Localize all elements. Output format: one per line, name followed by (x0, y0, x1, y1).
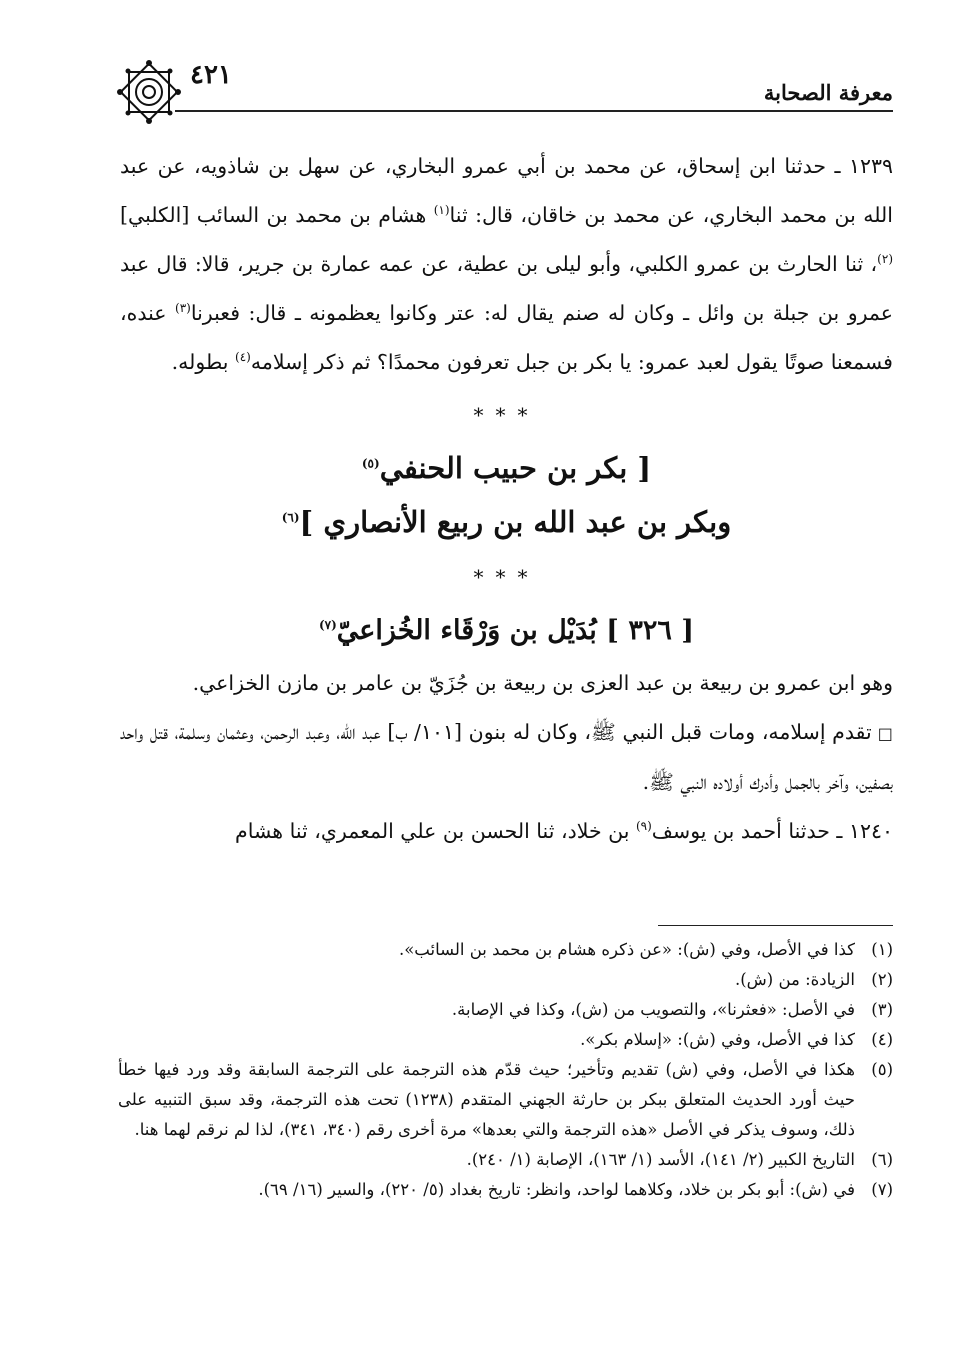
octagram-ornament-icon (115, 58, 183, 126)
square-marker-icon: □ (877, 724, 893, 743)
footnote-5 (118, 1055, 893, 1145)
footnote-text: كذا في الأصل، وفي (ش): «إسلام بكر». (580, 1030, 855, 1049)
footnote-text: هكذا في الأصل، وفي (ش) تقديم وتأخير؛ حيث قدّم هذه الترجمة على الترجمة السابقة وقد ورد فيها خطأ حيث أورد الحديث المتعلق ببكر بن حارثة الجهني المتقدم (١٢٣٨) تحت هذه الترجمة، وقد سبق التنبيه على ذلك، وسوف يذكر في الأصل «هذه الترجمة والتي بعدها» مرة أخرى رقم (٣٤٠، ٣٤١)، لذا لم نرقم لهما هنا. (118, 1060, 855, 1139)
hadith-1239-text-d: عنده، فسمعنا صوتًا يقول لعبد عمرو: يا بكر بن جبل تعرفون محمدًا؟ ثم ذكر إسلامه (120, 301, 893, 374)
section-heading-line-2 (120, 495, 893, 549)
footnote-ref-5: (٥) (361, 456, 380, 471)
footnote-ref-1: (١) (433, 203, 450, 218)
header-rule (175, 110, 893, 112)
hadith-1239-text: ١٢٣٩ ـ حدثنا ابن إسحاق، عن محمد بن أبي عمرو البخاري، عن سهل بن شاذويه، عن عبد الله بن محمد البخاري، عن محمد بن خاقان، قال: ثنا (120, 154, 893, 227)
footnote-ref-2: (٢) (877, 252, 893, 267)
footnote-ref-7: (٧) (318, 618, 337, 632)
hadith-1239-text-e: بطوله. (171, 350, 236, 374)
footnote-text: في (ش): أبو بكر بن خلاد، وكلاهما لواحد، وانظر: تاريخ بغداد (٥/ ٢٢٠)، والسير (١٦/ ٦٩). (258, 1180, 855, 1199)
footnote-7 (118, 1175, 893, 1205)
heading-2-text: وبكر بن عبد الله بن ربيع الأنصاري ] (299, 505, 732, 539)
entry-heading (120, 603, 893, 659)
footnote-ref-9: (٩) (635, 819, 652, 834)
footnote-text: في الأصل: «فعثرنا»، والتصويب من (ش)، وكذا في الإصابة. (451, 1000, 855, 1019)
entry-heading-text: [ ٣٢٦ ] بُدَيْل بن وَرْقَاء الخُزاعيّ (336, 615, 695, 646)
footnote-text: التاريخ الكبير (٢/ ١٤١)، الأسد (١/ ١٦٣)، الإصابة (١/ ٢٤٠). (466, 1150, 855, 1169)
footnote-6 (118, 1145, 893, 1175)
footnote-3 (118, 995, 893, 1025)
footnotes (118, 935, 893, 1205)
page-header (115, 58, 893, 108)
footnote-ref-4: (٤) (235, 350, 251, 365)
lineage-paragraph: وهو ابن عمرو بن ربيعة بن عبد العزى بن ربيعة بن جُزَيّ بن عامر بن مازن الخزاعي. (192, 671, 893, 695)
separator-stars-2: *** (473, 565, 540, 589)
biography-text: تقدم إسلامه، ومات قبل النبي ﷺ، وكان له بنون [١٠١/ ب] عبد الله، وعبد الرحمن، وعثمان وسلمة، قتل واحد بصفين، وآخر بالجمل وأدرك أولاده النبي ﷺ. (120, 720, 893, 794)
footnote-4 (118, 1025, 893, 1055)
heading-1-text: [ بكر بن حبيب الحنفي (379, 451, 652, 485)
footnote-text: الزيادة: من (ش). (734, 970, 855, 989)
separator-stars: *** (473, 403, 540, 427)
footnote-number: (٢) (871, 970, 893, 989)
hadith-1239 (120, 142, 893, 387)
footnote-ref-6: (٦) (281, 510, 300, 525)
footnote-number: (٣) (871, 1000, 893, 1019)
footnote-number: (٧) (871, 1180, 893, 1199)
hadith-1240-text-b: بن خلاد، ثنا الحسن بن علي المعمري، ثنا هشام (235, 819, 636, 843)
footnote-1 (118, 935, 893, 965)
footnote-number: (٤) (871, 1030, 893, 1049)
hadith-1239-text-b: هشام بن محمد بن السائب [الكلبي] (120, 203, 434, 227)
footnote-number: (٥) (871, 1060, 893, 1079)
hadith-1240-text: ١٢٤٠ ـ حدثنا أحمد بن يوسف (651, 819, 893, 843)
section-heading-line-1 (120, 441, 893, 495)
footnote-ref-3: (٣) (175, 301, 191, 316)
footnote-text: كذا في الأصل، وفي (ش): «عن ذكره هشام بن محمد بن السائب». (398, 940, 855, 959)
main-text (120, 142, 893, 856)
footnote-2 (118, 965, 893, 995)
footnote-number: (١) (871, 940, 893, 959)
hadith-1240 (120, 807, 893, 856)
biography-paragraph (120, 708, 893, 807)
footnote-number: (٦) (871, 1150, 893, 1169)
hadith-1239-text-c: ، ثنا الحارث بن عمرو الكلبي، وأبو ليلى بن عطية، عن عمه عمارة بن جرير، قالا: قال عبد عمرو بن جبلة بن وائل ـ وكان له صنم يقال له: عتر وكانوا يعظمونه ـ قال: فعبرنا (120, 252, 893, 325)
page-number: ٤٢١ (190, 60, 232, 90)
running-title: معرفة الصحابة (763, 80, 893, 105)
footnote-separator (658, 925, 893, 926)
